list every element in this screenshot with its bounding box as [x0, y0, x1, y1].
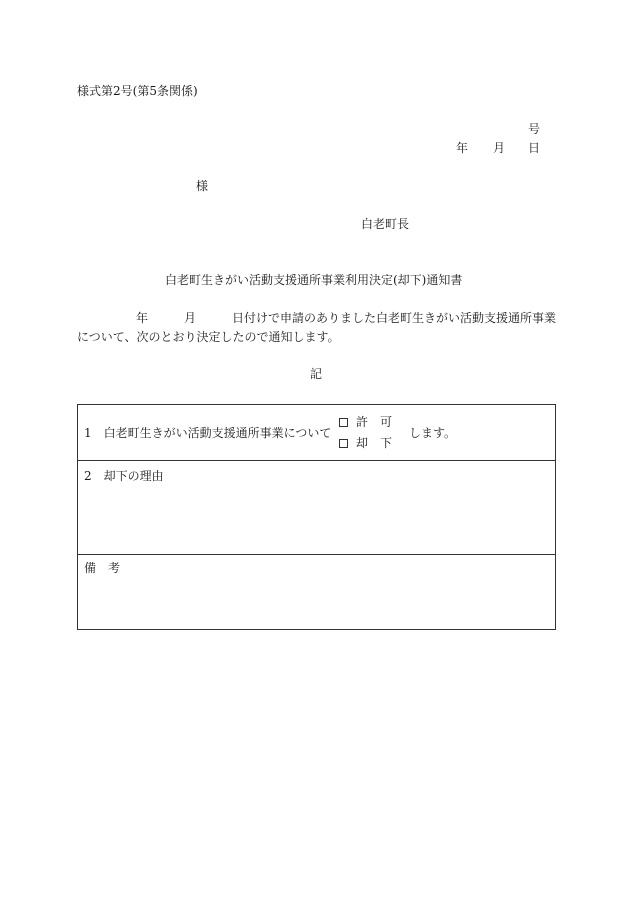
body-line1-text: 日付けで申請のありました白老町生きがい活動支援通所事業 — [232, 311, 557, 325]
body-line2-text: について、次のとおり決定したので通知します。 — [77, 330, 340, 344]
remarks-row — [78, 555, 555, 629]
decision-row-label: 1 白老町生きがい活動支援通所事業について — [84, 426, 332, 440]
permit-checkbox-icon[interactable] — [339, 418, 348, 427]
form-number: 様式第2号(第5条関係) — [77, 84, 198, 98]
remarks-label: 備 考 — [84, 561, 121, 575]
date-month-label: 月 — [493, 141, 506, 155]
date-day-label: 日 — [528, 141, 541, 155]
reject-checkbox-icon[interactable] — [339, 439, 348, 448]
decision-table — [77, 404, 556, 630]
option-permit-label: 許 可 — [356, 415, 393, 429]
rejection-reason-label: 2 却下の理由 — [84, 469, 164, 483]
addressee-suffix: 様 — [196, 179, 209, 193]
decision-row — [78, 405, 555, 461]
ki-heading: 記 — [310, 367, 323, 381]
rejection-reason-row — [78, 461, 555, 555]
document-number-label: 号 — [528, 122, 541, 136]
date-year-label: 年 — [456, 141, 469, 155]
body-year-label: 年 — [136, 311, 149, 325]
decision-row-suffix: します。 — [409, 426, 457, 440]
issuer-name: 白老町長 — [361, 217, 410, 231]
option-reject[interactable] — [339, 436, 392, 450]
option-reject-label: 却 下 — [356, 436, 393, 450]
document-title: 白老町生きがい活動支援通所事業利用決定(却下)通知書 — [165, 273, 463, 287]
option-permit[interactable] — [339, 415, 392, 429]
body-month-label: 月 — [184, 311, 197, 325]
